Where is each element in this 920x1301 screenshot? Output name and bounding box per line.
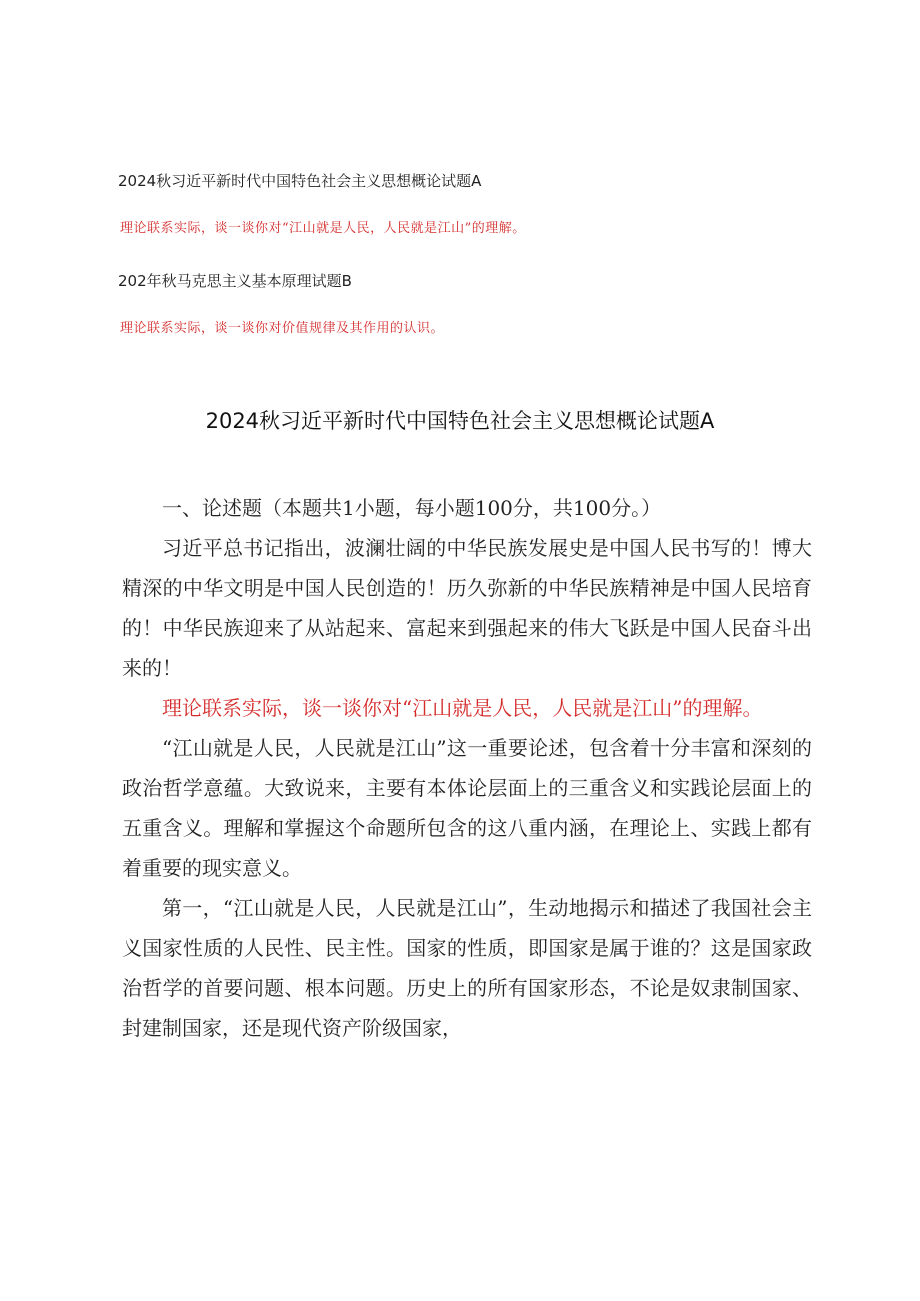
paragraph-1: 习近平总书记指出，波澜壮阔的中华民族发展史是中国人民书写的！博大精深的中华文明是中国人民创造的！历久弥新的中华民族精神是中国人民培育的！中华民族迎来了从站起来、富起来到强起来的伟大飞跃是中国人民奋斗出来的！ bbox=[122, 536, 812, 680]
document-body bbox=[122, 488, 812, 1048]
toc-title-1: 2024秋习近平新时代中国特色社会主义思想概论试题A bbox=[118, 172, 482, 190]
toc-title-2: 202年秋马克思主义基本原理试题B bbox=[118, 272, 352, 290]
main-title: 2024秋习近平新时代中国特色社会主义思想概论试题A bbox=[205, 409, 715, 433]
toc-question-1: 理论联系实际，谈一谈你对“江山就是人民，人民就是江山”的理解。 bbox=[120, 221, 526, 236]
question-paragraph: 理论联系实际，谈一谈你对“江山就是人民，人民就是江山”的理解。 bbox=[162, 696, 763, 720]
paragraph-3: 第一，“江山就是人民，人民就是江山”，生动地揭示和描述了我国社会主义国家性质的人民性、民主性。国家的性质，即国家是属于谁的？这是国家政治哲学的首要问题、根本问题。历史上的所有国家形态，不论是奴隶制国家、封建制国家，还是现代资产阶级国家， bbox=[122, 896, 812, 1040]
paragraph-2: “江山就是人民，人民就是江山”这一重要论述，包含着十分丰富和深刻的政治哲学意蕴。大致说来，主要有本体论层面上的三重含义和实践论层面上的五重含义。理解和掌握这个命题所包含的这八重内涵，在理论上、实践上都有着重要的现实意义。 bbox=[122, 736, 812, 880]
section-heading: 一、论述题（本题共1小题，每小题100分，共100分。） bbox=[162, 496, 662, 520]
toc-question-2: 理论联系实际，谈一谈你对价值规律及其作用的认识。 bbox=[120, 321, 445, 336]
